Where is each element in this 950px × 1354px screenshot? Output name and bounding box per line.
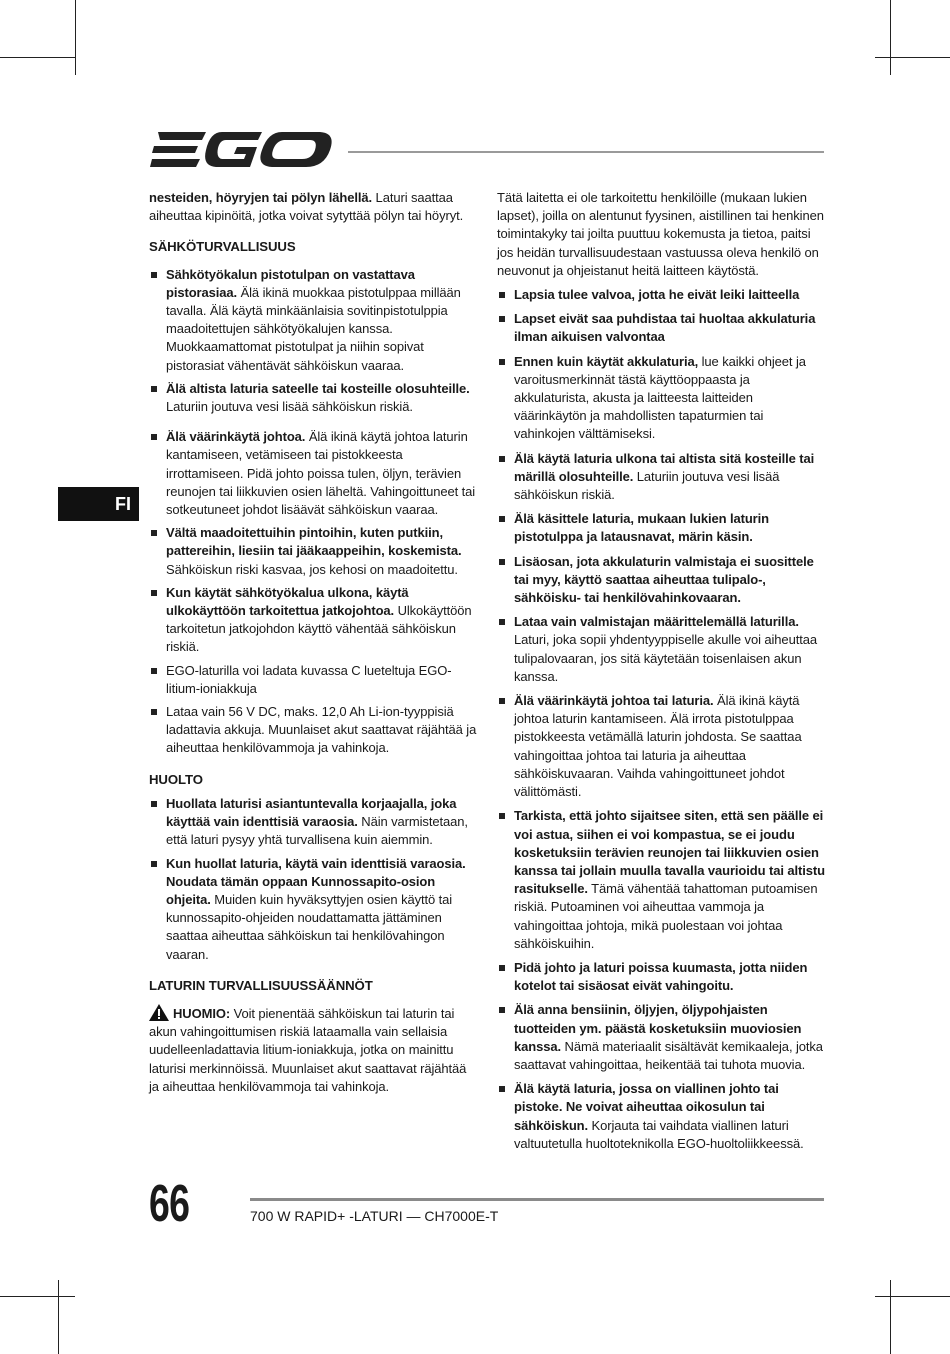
list-item: Tarkista, että johto sijaitsee siten, että sen päälle ei voi astua, siihen ei voi kompastua, se ei joudu kosketuksiin terävien reunojen tai liikkuvien osien kanssa tai jollain muulla tavalla vaurioidu tai altistu rasitukselle. Tämä vähentää tahattoman putoamisen riskiä. Putoaminen voi aiheuttaa vammoja ja vahingoittaa johtoja, mikä puolestaan voi johtaa sähköiskuihin. [497,807,827,953]
footer-product-title: 700 W RAPID+ -LATURI — CH7000E-T [250,1208,499,1224]
footer-rule [250,1198,824,1201]
ego-logo [150,128,332,172]
list-item: Lisäosan, jota akkulaturin valmistaja ei suosittele tai myy, käyttö saattaa aiheuttaa tulipalo-, sähköisku- tai henkilövahinkovaaran. [497,553,827,608]
list-item: Kun käytät sähkötyökalua ulkona, käytä ulkokäyttöön tarkoitettua jatkojohtoa. Ulkokäyttöön tarkoitetun jatkojohdon käyttö vähentää sähköiskun riskiä. [149,584,479,657]
right-column [497,189,827,1153]
crop-mark [875,57,950,58]
charger-safety-list [497,286,827,1153]
electrical-safety-list [149,266,479,758]
list-item: Älä altista laturia sateelle tai kosteille olosuhteille. Laturiin joutuva vesi lisää sähköiskun riskiä. [149,380,479,416]
list-item: Älä käytä laturia ulkona tai altista sitä kosteille tai märillä olosuhteille. Laturiin joutuva vesi lisää sähköiskun riskiä. [497,450,827,505]
list-item: Lataa vain valmistajan määrittelemällä laturilla. Laturi, joka sopii yhdentyyppiselle akulle voi aiheuttaa tulipalovaaran, jos sitä käytetään toisenlaisen akun kanssa. [497,613,827,686]
crop-mark [890,1280,891,1354]
intro-paragraph: nesteiden, höyryjen tai pölyn lähellä. Laturi saattaa aiheuttaa kipinöitä, jotka voivat sytyttää pölyn tai höyryt. [149,190,464,224]
crop-mark [75,0,76,75]
warning-triangle-icon [149,1004,169,1021]
intro-paragraph: Tätä laitetta ei ole tarkoitettu henkilöille (mukaan lukien lapset), joilla on alentunut fyysinen, aistillinen tai henkinen toimintakyky tai joilta puuttuu kokemusta ja tietoa, paitsi jos heidän turvallisuudestaan vastuussa oleva henkilö on neuvonut ja ohjeistanut heitä laitteen käytöstä. [497,190,824,278]
page-number: 66 [149,1175,190,1233]
service-list [149,795,479,964]
crop-mark [58,1280,59,1354]
list-item: Ennen kuin käytät akkulaturia, lue kaikki ohjeet ja varoitusmerkinnät tästä käyttöoppaasta ja akkulaturista, akusta ja laitteesta laitteiden väärinkäytön ja mahdollisten tapaturmien tai vahinkojen välttämiseksi. [497,353,827,444]
list-item: EGO-laturilla voi ladata kuvassa C lueteltuja EGO-litium-ioniakkuja [149,662,479,698]
crop-mark [0,57,75,58]
list-item: Älä käsittele laturia, mukaan lukien laturin pistotulppa ja latausnavat, märin käsin. [497,510,827,546]
language-tab: FI [58,487,139,521]
list-item: Älä anna bensiinin, öljyjen, öljypohjaisten tuotteiden ym. päästä kosketuksiin muoviosien kanssa. Nämä materiaalit sisältävät kemikaaleja, jotka saattavat vahingoittaa, heikentää tai tuhota muovia. [497,1001,827,1074]
crop-mark [890,0,891,75]
list-item: Huollata laturisi asiantuntevalla korjaajalla, joka käyttää vain identtisiä varaosia. Näin varmistetaan, että laturi pysyy yhtä turvallisena kuin aiemmin. [149,795,479,850]
list-item: Sähkötyökalun pistotulpan on vastattava pistorasiaa. Älä ikinä muokkaa pistotulppaa millään tavalla. Älä käytä minkäänlaisia sovitinpistotulppia maadoitettujen sähkötyökalujen kanssa. Muokkaamattomat pistotulpat ja niihin sopivat pistorasiat vähentävät sähköiskun vaaraa. [149,266,479,375]
list-item: Lapset eivät saa puhdistaa tai huoltaa akkulaturia ilman aikuisen valvontaa [497,310,827,346]
header-rule [348,151,824,153]
list-item: Lapsia tulee valvoa, jotta he eivät leiki laitteella [497,286,827,304]
list-item: Älä käytä laturia, jossa on viallinen johto tai pistoke. Ne voivat aiheuttaa oikosulun tai sähköiskun. Korjauta tai vaihdata viallinen laturi valtuutetulla huoltoteknikolla EGO-huoltoliikkeessä. [497,1080,827,1153]
list-item: Älä väärinkäytä johtoa tai laturia. Älä ikinä käytä johtoa laturin kantamiseen. Älä irrota pistotulppaa pistokkeesta vetämällä laturin johdosta. Se saattaa vahingoittaa johtoa tai laturia ja aiheuttaa sähköiskuvaaran. Vaihda vahingoittuneet johdot välittömästi. [497,692,827,801]
list-item: Kun huollat laturia, käytä vain identtisiä varaosia. Noudata tämän oppaan Kunnossapito-osion ohjeita. Muiden kuin hyväksyttyjen osien käyttö tai kunnossapito-ohjeiden noudattamatta jättäminen saattaa aiheuttaa sähköiskun tai henkilövahingon vaaran. [149,855,479,964]
warning-paragraph: HUOMIO: Voit pienentää sähköiskun tai laturin tai akun vahingoittumisen riskiä lataamalla vain sellaisia uudelleenladattavia litium-ioniakkuja, jotka on mainittu laturisi merkinnöissä. Muunlaiset akut saattavat räjähtää ja aiheuttaa henkilövammoja tai vahinkoja. [149,1005,467,1094]
list-item: Lataa vain 56 V DC, maks. 12,0 Ah Li-ion-tyyppisiä ladattavia akkuja. Muunlaiset akut saattavat räjähtää ja aiheuttaa henkilövammoja ja vahinkoja. [149,703,479,758]
left-column [149,189,479,1096]
heading-service: HUOLTO [149,771,203,787]
heading-charger-safety: LATURIN TURVALLISUUSSÄÄNNÖT [149,977,373,993]
heading-electrical-safety: SÄHKÖTURVALLISUUS [149,239,296,255]
list-item: Älä väärinkäytä johtoa. Älä ikinä käytä johtoa laturin kantamiseen, vetämiseen tai pistokkeesta irrottamiseen. Pidä johto poissa tulen, öljyn, terävien reunojen tai liikkuvien osien läheltä. Vahingoittuneet tai sotkeutuneet johdot lisäävät sähköiskun vaaraa. [149,428,479,519]
crop-mark [875,1296,950,1297]
list-item: Vältä maadoitettuihin pintoihin, kuten putkiin, pattereihin, liesiin tai jääkaappeihin, koskemista. Sähköiskun riski kasvaa, jos kehosi on maadoitettu. [149,524,479,579]
crop-mark [0,1296,75,1297]
list-item: Pidä johto ja laturi poissa kuumasta, jotta niiden kotelot tai sisäosat eivät vahingoitu. [497,959,827,995]
warning-label: HUOMIO: [173,1005,231,1021]
